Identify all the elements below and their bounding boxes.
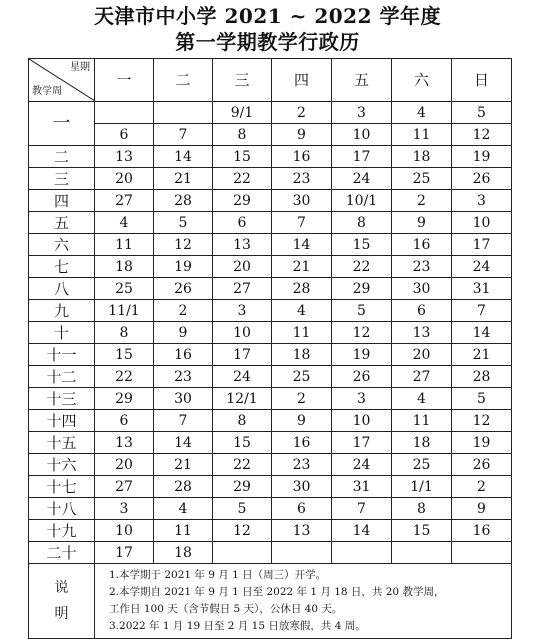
date-cell: 30 xyxy=(392,278,452,300)
date-cell: 14 xyxy=(272,234,332,256)
date-cell xyxy=(332,542,392,564)
date-cell: 12 xyxy=(452,410,512,432)
date-cell: 14 xyxy=(332,520,392,542)
date-cell: 12 xyxy=(332,322,392,344)
notes-label-char: 明 xyxy=(54,606,69,622)
date-cell: 8 xyxy=(332,212,392,234)
week-label: 七 xyxy=(29,256,95,278)
date-cell: 26 xyxy=(154,278,213,300)
academic-calendar-table xyxy=(28,58,512,639)
table-row xyxy=(29,102,512,124)
date-cell: 15 xyxy=(95,344,154,366)
date-cell: 17 xyxy=(95,542,154,564)
date-cell: 20 xyxy=(392,344,452,366)
week-label: 一 xyxy=(29,102,95,146)
date-cell xyxy=(213,542,272,564)
table-row xyxy=(29,146,512,168)
table-row xyxy=(29,542,512,564)
table-row xyxy=(29,454,512,476)
table-row xyxy=(29,498,512,520)
date-cell: 7 xyxy=(154,410,213,432)
date-cell xyxy=(392,542,452,564)
table-row xyxy=(29,278,512,300)
date-cell: 8 xyxy=(213,124,272,146)
date-cell: 4 xyxy=(392,102,452,124)
date-cell: 18 xyxy=(95,256,154,278)
date-cell: 17 xyxy=(452,234,512,256)
date-cell: 10 xyxy=(332,410,392,432)
date-cell: 9 xyxy=(272,124,332,146)
date-cell: 9 xyxy=(392,212,452,234)
notes-cell xyxy=(95,564,512,639)
table-row xyxy=(29,322,512,344)
date-cell: 23 xyxy=(154,366,213,388)
date-cell: 29 xyxy=(332,278,392,300)
date-cell: 13 xyxy=(95,146,154,168)
date-cell: 27 xyxy=(392,366,452,388)
date-cell: 10 xyxy=(452,212,512,234)
date-cell: 5 xyxy=(154,212,213,234)
date-cell xyxy=(452,542,512,564)
date-cell: 21 xyxy=(154,454,213,476)
header-day-mon: 一 xyxy=(95,59,154,102)
date-cell: 24 xyxy=(332,168,392,190)
header-day-tue: 二 xyxy=(154,59,213,102)
date-cell: 31 xyxy=(332,476,392,498)
date-cell: 11 xyxy=(154,520,213,542)
table-row xyxy=(29,476,512,498)
date-cell: 14 xyxy=(154,432,213,454)
date-cell: 10 xyxy=(332,124,392,146)
date-cell: 4 xyxy=(154,498,213,520)
calendar-body xyxy=(29,102,512,564)
date-cell: 19 xyxy=(452,432,512,454)
date-cell: 15 xyxy=(213,432,272,454)
table-row xyxy=(29,410,512,432)
date-cell: 2 xyxy=(452,476,512,498)
date-cell: 6 xyxy=(95,410,154,432)
week-label: 十 xyxy=(29,322,95,344)
date-cell: 4 xyxy=(272,300,332,322)
date-cell: 12 xyxy=(213,520,272,542)
week-label: 三 xyxy=(29,168,95,190)
date-cell: 29 xyxy=(213,476,272,498)
date-cell: 18 xyxy=(392,146,452,168)
date-cell: 13 xyxy=(392,322,452,344)
table-row xyxy=(29,256,512,278)
date-cell: 28 xyxy=(452,366,512,388)
date-cell: 21 xyxy=(452,344,512,366)
date-cell: 25 xyxy=(95,278,154,300)
week-label: 四 xyxy=(29,190,95,212)
date-cell: 22 xyxy=(95,366,154,388)
date-cell: 6 xyxy=(272,498,332,520)
date-cell xyxy=(154,102,213,124)
table-row xyxy=(29,300,512,322)
date-cell: 30 xyxy=(272,190,332,212)
week-label: 十一 xyxy=(29,344,95,366)
table-row xyxy=(29,344,512,366)
date-cell: 25 xyxy=(272,366,332,388)
date-cell: 18 xyxy=(272,344,332,366)
date-cell: 12 xyxy=(452,124,512,146)
note-line: 1.本学期于 2021 年 9 月 1 日（周三）开学。 xyxy=(109,569,327,581)
date-cell: 26 xyxy=(332,366,392,388)
notes-label-cell xyxy=(29,564,95,639)
date-cell: 9 xyxy=(154,322,213,344)
date-cell: 13 xyxy=(272,520,332,542)
week-label: 八 xyxy=(29,278,95,300)
date-cell: 10 xyxy=(213,322,272,344)
date-cell: 18 xyxy=(154,542,213,564)
note-line: 3.2022 年 1 月 19 日至 2 月 15 日放寒假，共 4 周。 xyxy=(109,620,366,632)
table-row xyxy=(29,124,512,146)
date-cell: 23 xyxy=(272,454,332,476)
table-row xyxy=(29,520,512,542)
header-day-fri: 五 xyxy=(332,59,392,102)
table-row xyxy=(29,366,512,388)
header-day-sun: 日 xyxy=(452,59,512,102)
date-cell: 8 xyxy=(95,322,154,344)
date-cell: 11 xyxy=(272,322,332,344)
date-cell: 30 xyxy=(154,388,213,410)
date-cell: 18 xyxy=(392,432,452,454)
date-cell: 28 xyxy=(154,190,213,212)
date-cell: 19 xyxy=(332,344,392,366)
date-cell: 24 xyxy=(213,366,272,388)
date-cell: 12/1 xyxy=(213,388,272,410)
date-cell: 29 xyxy=(95,388,154,410)
date-cell: 1/1 xyxy=(392,476,452,498)
date-cell: 17 xyxy=(332,146,392,168)
week-label: 十四 xyxy=(29,410,95,432)
date-cell: 4 xyxy=(392,388,452,410)
date-cell: 6 xyxy=(392,300,452,322)
date-cell: 11 xyxy=(95,234,154,256)
date-cell: 4 xyxy=(95,212,154,234)
table-row xyxy=(29,432,512,454)
date-cell: 27 xyxy=(95,190,154,212)
calendar-title: 天津市中小学 2021 ~ 2022 学年度 xyxy=(94,4,441,28)
date-cell: 20 xyxy=(95,454,154,476)
date-cell xyxy=(95,102,154,124)
date-cell: 27 xyxy=(95,476,154,498)
date-cell: 11 xyxy=(392,410,452,432)
date-cell: 23 xyxy=(392,256,452,278)
week-label: 十七 xyxy=(29,476,95,498)
week-label: 十八 xyxy=(29,498,95,520)
week-label: 十六 xyxy=(29,454,95,476)
date-cell: 5 xyxy=(332,300,392,322)
date-cell: 15 xyxy=(392,520,452,542)
date-cell: 17 xyxy=(213,344,272,366)
date-cell: 3 xyxy=(452,190,512,212)
date-cell: 28 xyxy=(272,278,332,300)
corner-weekday-label: 星期 xyxy=(70,62,90,73)
date-cell: 6 xyxy=(95,124,154,146)
date-cell: 25 xyxy=(392,168,452,190)
note-line: 2.本学期自 2021 年 9 月 1 日至 2022 年 1 月 18 日，共 20 教学周， xyxy=(109,586,445,598)
date-cell: 5 xyxy=(452,102,512,124)
date-cell: 15 xyxy=(332,234,392,256)
date-cell: 26 xyxy=(452,454,512,476)
week-label: 十二 xyxy=(29,366,95,388)
date-cell: 21 xyxy=(272,256,332,278)
date-cell: 22 xyxy=(213,454,272,476)
date-cell: 28 xyxy=(154,476,213,498)
calendar-subtitle: 第一学期教学行政历 xyxy=(175,30,360,54)
date-cell: 14 xyxy=(154,146,213,168)
week-label: 五 xyxy=(29,212,95,234)
table-row xyxy=(29,388,512,410)
date-cell: 30 xyxy=(272,476,332,498)
date-cell: 16 xyxy=(272,432,332,454)
date-cell: 5 xyxy=(213,498,272,520)
date-cell: 2 xyxy=(154,300,213,322)
table-row xyxy=(29,168,512,190)
date-cell: 9/1 xyxy=(213,102,272,124)
date-cell: 16 xyxy=(272,146,332,168)
date-cell: 27 xyxy=(213,278,272,300)
date-cell: 11 xyxy=(392,124,452,146)
date-cell: 19 xyxy=(154,256,213,278)
header-day-wed: 三 xyxy=(213,59,272,102)
date-cell: 2 xyxy=(272,102,332,124)
notes-row xyxy=(29,564,512,639)
date-cell: 9 xyxy=(272,410,332,432)
date-cell: 16 xyxy=(154,344,213,366)
date-cell: 13 xyxy=(95,432,154,454)
notes-label-char: 说 xyxy=(54,580,69,596)
date-cell: 16 xyxy=(392,234,452,256)
week-label: 十五 xyxy=(29,432,95,454)
date-cell: 20 xyxy=(95,168,154,190)
date-cell: 25 xyxy=(392,454,452,476)
date-cell: 7 xyxy=(154,124,213,146)
table-row xyxy=(29,234,512,256)
date-cell: 15 xyxy=(213,146,272,168)
table-row xyxy=(29,212,512,234)
date-cell: 19 xyxy=(452,146,512,168)
date-cell: 21 xyxy=(154,168,213,190)
week-label: 六 xyxy=(29,234,95,256)
date-cell: 20 xyxy=(213,256,272,278)
week-label: 十九 xyxy=(29,520,95,542)
date-cell: 3 xyxy=(95,498,154,520)
header-day-sat: 六 xyxy=(392,59,452,102)
week-label: 九 xyxy=(29,300,95,322)
date-cell: 10 xyxy=(95,520,154,542)
date-cell: 13 xyxy=(213,234,272,256)
date-cell: 7 xyxy=(332,498,392,520)
date-cell: 12 xyxy=(154,234,213,256)
date-cell: 3 xyxy=(332,388,392,410)
date-cell xyxy=(272,542,332,564)
date-cell: 2 xyxy=(272,388,332,410)
header-day-thu: 四 xyxy=(272,59,332,102)
week-label: 二 xyxy=(29,146,95,168)
date-cell: 26 xyxy=(452,168,512,190)
date-cell: 6 xyxy=(213,212,272,234)
date-cell: 31 xyxy=(452,278,512,300)
week-label: 十三 xyxy=(29,388,95,410)
date-cell: 8 xyxy=(392,498,452,520)
date-cell: 3 xyxy=(332,102,392,124)
date-cell: 22 xyxy=(213,168,272,190)
date-cell: 7 xyxy=(452,300,512,322)
date-cell: 22 xyxy=(332,256,392,278)
date-cell: 2 xyxy=(392,190,452,212)
date-cell: 14 xyxy=(452,322,512,344)
date-cell: 17 xyxy=(332,432,392,454)
table-row xyxy=(29,190,512,212)
note-line: 工作日 100 天（含节假日 5 天），公休日 40 天。 xyxy=(109,603,343,615)
date-cell: 29 xyxy=(213,190,272,212)
date-cell: 23 xyxy=(272,168,332,190)
header-corner-cell xyxy=(29,59,95,102)
date-cell: 10/1 xyxy=(332,190,392,212)
date-cell: 8 xyxy=(213,410,272,432)
date-cell: 9 xyxy=(452,498,512,520)
date-cell: 5 xyxy=(452,388,512,410)
date-cell: 24 xyxy=(332,454,392,476)
header-row xyxy=(29,59,512,102)
corner-week-label: 教学周 xyxy=(32,86,62,97)
date-cell: 16 xyxy=(452,520,512,542)
date-cell: 7 xyxy=(272,212,332,234)
date-cell: 24 xyxy=(452,256,512,278)
week-label: 二十 xyxy=(29,542,95,564)
date-cell: 11/1 xyxy=(95,300,154,322)
date-cell: 3 xyxy=(213,300,272,322)
